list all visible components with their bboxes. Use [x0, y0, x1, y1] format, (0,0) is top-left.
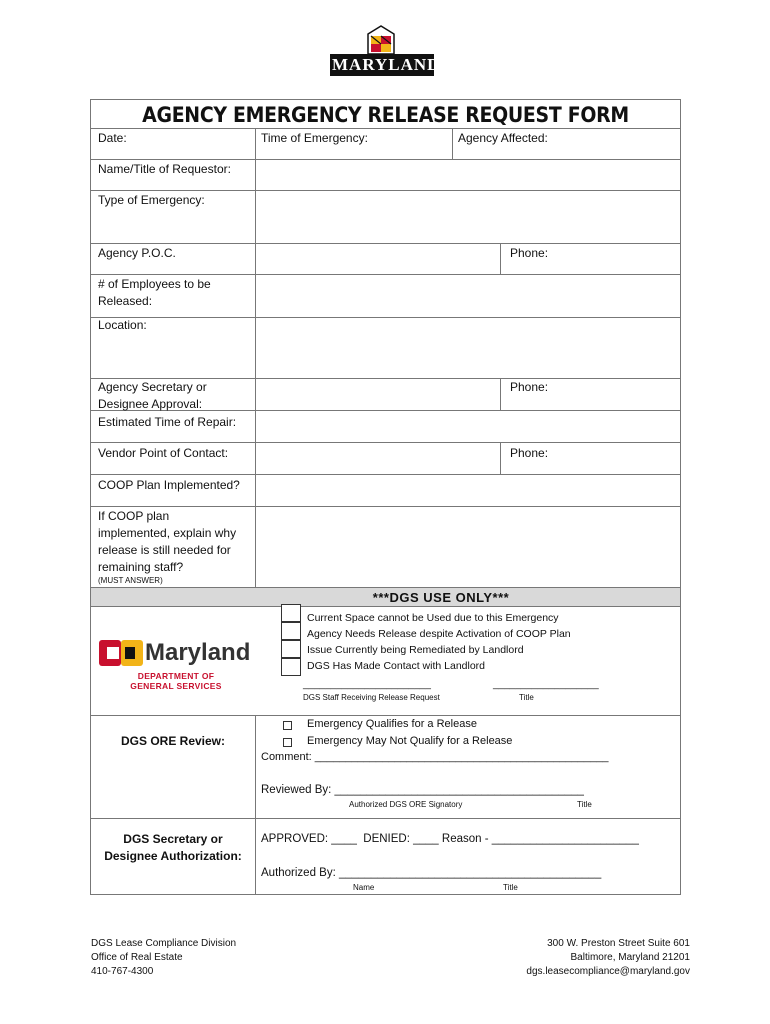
- option-label: DGS Has Made Contact with Landlord: [307, 660, 486, 672]
- maryland-flag-icon: [366, 24, 396, 54]
- release-request-form: [90, 99, 681, 895]
- footer-address-line2: Baltimore, Maryland 21201: [570, 952, 690, 963]
- column-divider: [255, 129, 256, 587]
- agency-poc-label: Agency P.O.C.: [98, 246, 176, 260]
- logo-text: MARYLAND: [332, 55, 441, 74]
- coop-explain-line1: If COOP plan: [98, 509, 170, 523]
- agency-poc-phone-label: Phone:: [510, 246, 549, 260]
- agency-affected-label: Agency Affected:: [458, 131, 548, 145]
- dgs-staff-caption: DGS Staff Receiving Release Request: [303, 693, 440, 702]
- reviewed-by-line[interactable]: Reviewed By: _______________________________________: [261, 784, 584, 796]
- coop-explain-line3: release is still needed for: [98, 543, 231, 557]
- coop-explain-line2: implemented, explain why: [98, 526, 237, 540]
- authorized-by-line[interactable]: Authorized By: _________________________________________: [261, 867, 602, 879]
- vendor-poc-label: Vendor Point of Contact:: [98, 446, 229, 460]
- column-divider: [255, 715, 256, 895]
- employees-label-line2: Released:: [98, 294, 153, 308]
- dgs-staff-title-caption: Title: [519, 693, 534, 702]
- must-answer-note: (MUST ANSWER): [98, 576, 163, 585]
- ore-title-caption: Title: [577, 800, 592, 809]
- divider: [91, 190, 680, 191]
- footer-office: Office of Real Estate: [91, 952, 183, 963]
- ore-review-label: DGS ORE Review:: [120, 734, 226, 748]
- comment-line[interactable]: Comment: ________________________________________________: [261, 751, 609, 763]
- divider: [91, 243, 680, 244]
- column-divider: [500, 378, 501, 410]
- dgs-logo-name: Maryland: [145, 639, 251, 666]
- dgs-staff-title-line[interactable]: ___________________: [493, 679, 599, 690]
- option-label: Issue Currently being Remediated by Landlord: [307, 644, 524, 656]
- type-of-emergency-label: Type of Emergency:: [98, 193, 205, 207]
- approval-line[interactable]: APPROVED: ____ DENIED: ____ Reason - _______________________: [261, 833, 639, 845]
- location-label: Location:: [98, 318, 147, 332]
- qualifies-option-label: Emergency Qualifies for a Release: [307, 718, 477, 730]
- divider: [91, 442, 680, 443]
- estimated-repair-label: Estimated Time of Repair:: [98, 415, 237, 429]
- option-checkbox[interactable]: [281, 640, 301, 658]
- secretary-auth-label-line2: Designee Authorization:: [104, 849, 242, 863]
- not-qualify-option-label: Emergency May Not Qualify for a Release: [307, 735, 513, 747]
- divider: [91, 506, 680, 507]
- footer-left: [91, 937, 236, 979]
- maryland-flag-mark-icon: [99, 638, 145, 668]
- column-divider: [500, 243, 501, 274]
- ore-signatory-caption: Authorized DGS ORE Signatory: [349, 800, 463, 809]
- logo-plate: [330, 54, 441, 76]
- date-label: Date:: [98, 131, 127, 145]
- requestor-label: Name/Title of Requestor:: [98, 162, 231, 176]
- option-checkbox[interactable]: [281, 622, 301, 640]
- coop-implemented-label: COOP Plan Implemented?: [98, 478, 240, 492]
- maryland-logo: [330, 24, 441, 76]
- dgs-use-only-title: ***DGS USE ONLY***: [372, 590, 510, 605]
- secretary-auth-label-line1: DGS Secretary or: [123, 832, 223, 846]
- footer-email: dgs.leasecompliance@maryland.gov: [526, 966, 690, 977]
- option-checkbox[interactable]: [281, 604, 301, 622]
- title-caption: Title: [503, 883, 518, 892]
- footer-phone: 410-767-4300: [91, 966, 154, 977]
- not-qualify-checkbox[interactable]: [283, 738, 292, 747]
- vendor-phone-label: Phone:: [510, 446, 549, 460]
- secretary-phone-label: Phone:: [510, 380, 549, 394]
- divider: [91, 159, 680, 160]
- footer-right: [480, 937, 690, 979]
- qualifies-checkbox[interactable]: [283, 721, 292, 730]
- secretary-approval-label-line1: Agency Secretary or: [98, 380, 207, 394]
- dgs-logo-dept-line2: GENERAL SERVICES: [130, 681, 222, 691]
- option-checkbox[interactable]: [281, 658, 301, 676]
- option-label: Current Space cannot be Used due to this Emergency: [307, 612, 559, 624]
- option-label: Agency Needs Release despite Activation of COOP Plan: [307, 628, 571, 640]
- footer-division: DGS Lease Compliance Division: [91, 938, 237, 949]
- coop-explain-line4: remaining staff?: [98, 560, 184, 574]
- divider: [91, 274, 680, 275]
- divider: [91, 317, 680, 318]
- divider: [91, 818, 680, 819]
- form-title: AGENCY EMERGENCY RELEASE REQUEST FORM: [91, 100, 680, 129]
- dgs-staff-signature-line[interactable]: _______________________: [303, 679, 431, 690]
- employees-label-line1: # of Employees to be: [98, 277, 211, 291]
- name-caption: Name: [353, 883, 375, 892]
- dgs-logo-dept-line1: DEPARTMENT OF: [137, 671, 215, 681]
- column-divider: [500, 442, 501, 474]
- footer-address-line1: 300 W. Preston Street Suite 601: [547, 938, 690, 949]
- column-divider: [452, 129, 453, 159]
- time-of-emergency-label: Time of Emergency:: [261, 131, 368, 145]
- divider: [91, 474, 680, 475]
- secretary-approval-label-line2: Designee Approval:: [98, 397, 203, 411]
- dgs-logo: [99, 638, 259, 698]
